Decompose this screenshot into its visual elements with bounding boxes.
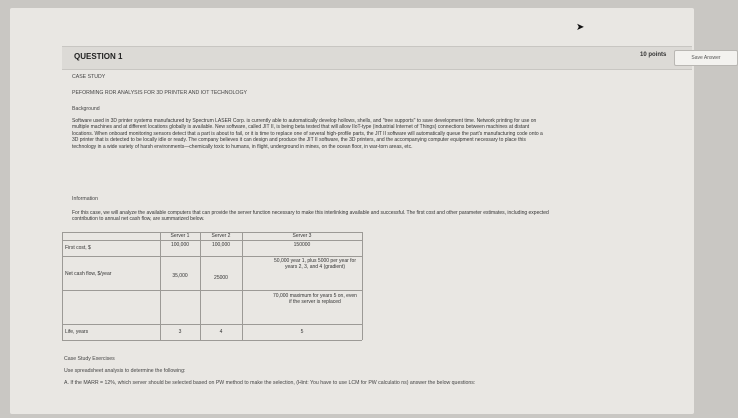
header-server-2: Server 2 <box>211 233 231 239</box>
mouse-cursor-icon: ➤ <box>576 22 585 33</box>
cell-s3-life: 5 <box>300 329 304 335</box>
cell-s1-life: 3 <box>178 329 182 335</box>
points-label: 10 points <box>640 52 667 58</box>
question-page <box>10 8 721 414</box>
cell-s3-max: 70,000 maximum for years 5 on, even if the server is replaced <box>273 293 357 305</box>
header-server-3: Server 3 <box>292 233 312 239</box>
question-title: QUESTION 1 <box>74 52 123 61</box>
cell-s2-life: 4 <box>219 329 223 335</box>
background-label: Background <box>72 106 100 112</box>
cell-s1-net-cash-flow: 35,000 <box>172 273 188 279</box>
exercises-heading: Case Study Exercises <box>64 356 115 362</box>
information-label: Information <box>72 196 98 202</box>
row-label-first-cost: First cost, $ <box>65 245 91 251</box>
header-server-1: Server 1 <box>170 233 190 239</box>
background-text: Software used in 3D printer systems manufactured by Spectrum LASER Corp. is currently able to automatically develop hollows, shells, and "tree supports" to save development time. Network printing for use on multiple machines and at different locations globally is available. New software, called JIT II, is being beta tested that will allow IIoT-type (industrial Internet of Things) connections between machines at distant locations. When onboard monitoring sensors detect that a part is about to fail, or it is time to replace one of several high-profile parts, the JIT II software will automatically queue the part's manufacturing code onto a 3D printer that is detected to be locally idle or ready. The company believes it can design and produce the JIT II software, the 3D printers, and the accompanying computer equipment necessary to place this technology in a wide variety of harsh environments—chemically toxic to humans, in flight, underground in mines, on the ocean floor, in war-torn areas, etc. <box>72 118 543 150</box>
cell-s2-first-cost: 100,000 <box>211 242 231 248</box>
cell-s3-net-cash-flow: 50,000 year 1, plus 5000 per year for years 2, 3, and 4 (gradient) <box>274 258 356 270</box>
cell-s3-first-cost: 150000 <box>293 242 311 248</box>
information-text: For this case, we will analyze the available computers that can provide the server function necessary to make this interlinking available and successful. The first cost and other parameter estimates, including expected contribution to annual net cash flow, are summarized below. <box>72 210 549 223</box>
case-heading: CASE STUDY <box>72 74 106 80</box>
cell-s2-net-cash-flow: 25000 <box>214 275 228 281</box>
row-label-life: Life, years <box>65 329 89 335</box>
save-answer-button[interactable]: Save Answer <box>674 50 738 66</box>
cell-s1-first-cost: 100,000 <box>170 242 190 248</box>
exercise-item-a: A. If the MARR = 12%, which server should be selected based on PW method to make the selection, (Hint: You have to use LCM for PW calculatio ns) answer the below questions: <box>64 380 476 386</box>
exercises-instruction: Use spreadsheet analysis to determine the following: <box>64 368 186 374</box>
question-header <box>62 46 721 70</box>
row-label-net-cash-flow: Net cash flow, $/year <box>65 271 112 277</box>
case-subtitle: PEFORMING ROR ANALYSIS FOR 3D PRINTER AND IOT TECHNOLOGY <box>72 90 247 96</box>
